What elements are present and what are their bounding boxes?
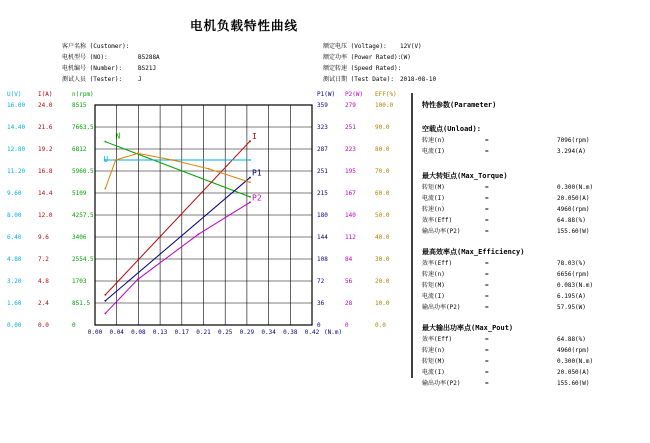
y-tick-label: 5960.5 [72, 168, 94, 175]
y-tick-label: 0 [317, 322, 321, 329]
param-value: 57.95(W) [557, 304, 586, 311]
y-tick-label: 8515 [72, 102, 87, 109]
x-tick-label: 0.17 [174, 329, 190, 336]
y-tick-label: 14.40 [7, 124, 26, 131]
param-label: 转矩(M) [422, 358, 445, 365]
axis-header: I(A) [38, 91, 53, 98]
param-eq: = [485, 260, 489, 267]
param-eq: = [485, 282, 489, 289]
param-label: 电流(I) [422, 293, 445, 300]
param-value: 20.050(A) [557, 195, 590, 202]
param-value: 155.60(W) [557, 228, 590, 235]
y-tick-label: 251 [345, 124, 356, 131]
y-tick-label: 80.0 [375, 146, 390, 153]
y-tick-label: 70.0 [375, 168, 390, 175]
y-tick-label: 5109 [72, 190, 87, 197]
y-tick-label: 84 [345, 256, 353, 263]
y-tick-label: 1703 [72, 278, 87, 285]
series-point [104, 294, 106, 296]
y-tick-label: 100.0 [375, 102, 394, 109]
params-title: 特性参数(Parameter) [422, 101, 497, 109]
param-label: 转速(n) [422, 271, 445, 278]
y-tick-label: 108 [317, 256, 328, 263]
series-label: I [252, 132, 257, 142]
param-label: 电流(I) [422, 195, 445, 202]
param-label: 转速(n) [422, 347, 445, 354]
y-tick-label: 0.0 [38, 322, 49, 329]
series-point [115, 159, 117, 161]
y-tick-label: 359 [317, 102, 328, 109]
params-section-title: 最大输出功率点(Max_Pout) [422, 324, 514, 332]
y-tick-label: 56 [345, 278, 353, 285]
x-axis-label: (N.m) [324, 329, 343, 336]
param-label: 转矩(M) [422, 282, 445, 289]
series-point [197, 233, 199, 235]
y-tick-label: 19.2 [38, 146, 53, 153]
info-label: 客户名称 (Customer): [62, 43, 130, 50]
y-tick-label: 90.0 [375, 124, 390, 131]
y-tick-label: 21.6 [38, 124, 53, 131]
y-tick-label: 2554.5 [72, 256, 94, 263]
y-tick-label: 0.0 [375, 322, 386, 329]
params-section-title: 空载点(Unload): [422, 125, 481, 133]
series-point [137, 152, 139, 154]
param-label: 效率(Eff) [422, 260, 453, 267]
y-tick-label: 9.6 [38, 234, 49, 241]
y-tick-label: 167 [345, 190, 356, 197]
y-tick-label: 2.4 [38, 300, 49, 307]
param-value: 3.294(A) [557, 148, 586, 155]
x-tick-label: 0.25 [217, 329, 233, 336]
series-point [104, 141, 106, 143]
x-tick-label: 0.42 [304, 329, 320, 336]
y-tick-label: 3.20 [7, 278, 22, 285]
y-tick-label: 140 [345, 212, 356, 219]
info-value: B5288A [138, 54, 160, 61]
info-value: 12V(V) [400, 43, 422, 50]
y-tick-label: 7.2 [38, 256, 49, 263]
params-section-title: 最大转矩点(Max_Torque) [422, 172, 508, 180]
series-label: U [103, 155, 109, 164]
param-value: 0.300(N.m) [557, 358, 594, 365]
y-tick-label: 3406 [72, 234, 87, 241]
param-label: 效率(Eff) [422, 217, 453, 224]
y-tick-label: 72 [317, 278, 325, 285]
x-tick-label: 0.08 [131, 329, 146, 336]
y-tick-label: 7663.5 [72, 124, 94, 131]
y-tick-label: 10.0 [375, 300, 390, 307]
info-label: 测试日期 (Test Date): [323, 76, 394, 83]
axis-header: P2(W) [345, 91, 364, 98]
y-tick-label: 4.8 [38, 278, 49, 285]
y-tick-label: 16.00 [7, 102, 26, 109]
info-value: 2018-08-10 [400, 76, 437, 83]
y-tick-label: 1.60 [7, 300, 22, 307]
y-tick-label: 14.4 [38, 190, 53, 197]
series-point [104, 188, 106, 190]
y-tick-label: 0 [72, 322, 76, 329]
param-value: 6656(rpm) [557, 271, 590, 278]
y-tick-label: 223 [345, 146, 356, 153]
series-point [249, 177, 251, 179]
param-value: 64.88(%) [557, 336, 586, 343]
y-tick-label: 20.0 [375, 278, 390, 285]
param-label: 效率(Eff) [422, 336, 453, 343]
y-tick-label: 195 [345, 168, 356, 175]
y-tick-label: 180 [317, 212, 328, 219]
y-tick-label: 851.5 [72, 300, 91, 307]
y-tick-label: 112 [345, 234, 356, 241]
param-value: 4960(rpm) [557, 206, 590, 213]
param-label: 输出功率(P2) [422, 304, 461, 311]
param-value: 155.60(W) [557, 380, 590, 387]
y-tick-label: 323 [317, 124, 328, 131]
y-tick-label: 4257.5 [72, 212, 94, 219]
param-label: 转速(n) [422, 137, 445, 144]
param-eq: = [485, 206, 489, 213]
param-eq: = [485, 184, 489, 191]
y-tick-label: 8.00 [7, 212, 22, 219]
param-label: 输出功率(P2) [422, 228, 461, 235]
param-value: 0.300(N.m) [557, 184, 594, 191]
param-value: 64.88(%) [557, 217, 586, 224]
param-value: 6.195(A) [557, 293, 586, 300]
param-label: 输出功率(P2) [422, 380, 461, 387]
param-eq: = [485, 369, 489, 376]
y-tick-label: 6812 [72, 146, 87, 153]
y-tick-label: 251 [317, 168, 328, 175]
param-eq: = [485, 271, 489, 278]
x-tick-label: 0.34 [261, 329, 276, 336]
series-label: N [115, 131, 121, 141]
y-tick-label: 6.40 [7, 234, 22, 241]
series-point [249, 196, 251, 198]
y-tick-label: 28 [345, 300, 353, 307]
info-value: J [138, 76, 142, 83]
y-tick-label: 30.0 [375, 256, 390, 263]
param-value: 7096(rpm) [557, 137, 590, 144]
series-point [249, 159, 251, 161]
series-line-P2 [105, 202, 250, 313]
param-eq: = [485, 347, 489, 354]
x-tick-label: 0.21 [196, 329, 211, 336]
info-label: 额定转速 (Speed Rated): [323, 65, 402, 72]
param-eq: = [485, 195, 489, 202]
param-value: 20.050(A) [557, 369, 590, 376]
series-point [208, 168, 210, 170]
info-label: 电机编号 (Number): [62, 65, 123, 72]
y-tick-label: 16.8 [38, 168, 53, 175]
y-tick-label: 50.0 [375, 212, 390, 219]
series-point [249, 201, 251, 203]
series-point [249, 140, 251, 142]
x-tick-label: 0.13 [152, 329, 168, 336]
x-tick-label: 0.04 [109, 329, 124, 336]
y-tick-label: 11.20 [7, 168, 26, 175]
series-label: P1 [252, 168, 262, 178]
param-label: 电流(I) [422, 148, 445, 155]
y-tick-label: 0.00 [7, 322, 22, 329]
info-label: 额定电压 (Voltage): [323, 43, 387, 50]
param-eq: = [485, 336, 489, 343]
axis-header: n(rpm) [72, 91, 94, 98]
y-tick-label: 24.0 [38, 102, 53, 109]
series-point [172, 159, 174, 161]
axis-header: U(V) [7, 91, 22, 98]
info-value: (W) [400, 54, 411, 61]
y-tick-label: 4.80 [7, 256, 22, 263]
axis-header: EFF(%) [375, 91, 397, 98]
series-line-N [105, 142, 250, 197]
param-eq: = [485, 380, 489, 387]
series-line-I [105, 141, 250, 295]
y-tick-label: 12.80 [7, 146, 26, 153]
y-tick-label: 144 [317, 234, 328, 241]
series-point [249, 181, 251, 183]
param-eq: = [485, 293, 489, 300]
series-point [104, 300, 106, 302]
y-tick-label: 0 [345, 322, 349, 329]
info-value: BS21J [138, 65, 157, 72]
page-title: 电机负载特性曲线 [190, 18, 299, 33]
info-label: 电机型号 (NO): [62, 54, 108, 61]
series-label: P2 [252, 193, 262, 203]
series-point [137, 278, 139, 280]
param-value: 0.083(N.m) [557, 282, 594, 289]
param-value: 78.03(%) [557, 260, 586, 267]
y-tick-label: 9.60 [7, 190, 22, 197]
x-tick-label: 0.29 [239, 329, 255, 336]
param-label: 转矩(M) [422, 184, 445, 191]
y-tick-label: 12.0 [38, 212, 53, 219]
y-tick-label: 60.0 [375, 190, 390, 197]
param-eq: = [485, 228, 489, 235]
series-point [104, 313, 106, 315]
y-tick-label: 40.0 [375, 234, 390, 241]
x-tick-label: 0.00 [87, 329, 103, 336]
param-value: 4960(rpm) [557, 347, 590, 354]
param-eq: = [485, 358, 489, 365]
axis-header: P1(W) [317, 91, 336, 98]
param-eq: = [485, 148, 489, 155]
info-label: 额定功率 (Power Rated): [323, 54, 402, 61]
x-tick-label: 0.38 [283, 329, 298, 336]
param-label: 电流(I) [422, 369, 445, 376]
param-eq: = [485, 217, 489, 224]
info-label: 测试人员 (Tester): [62, 76, 123, 83]
params-section-title: 最高效率点(Max_Efficiency) [422, 248, 525, 256]
param-label: 转速(n) [422, 206, 445, 213]
y-tick-label: 279 [345, 102, 356, 109]
y-tick-label: 36 [317, 300, 325, 307]
y-tick-label: 215 [317, 190, 328, 197]
series-line-P1 [105, 178, 250, 301]
param-eq: = [485, 137, 489, 144]
y-tick-label: 287 [317, 146, 328, 153]
param-eq: = [485, 304, 489, 311]
